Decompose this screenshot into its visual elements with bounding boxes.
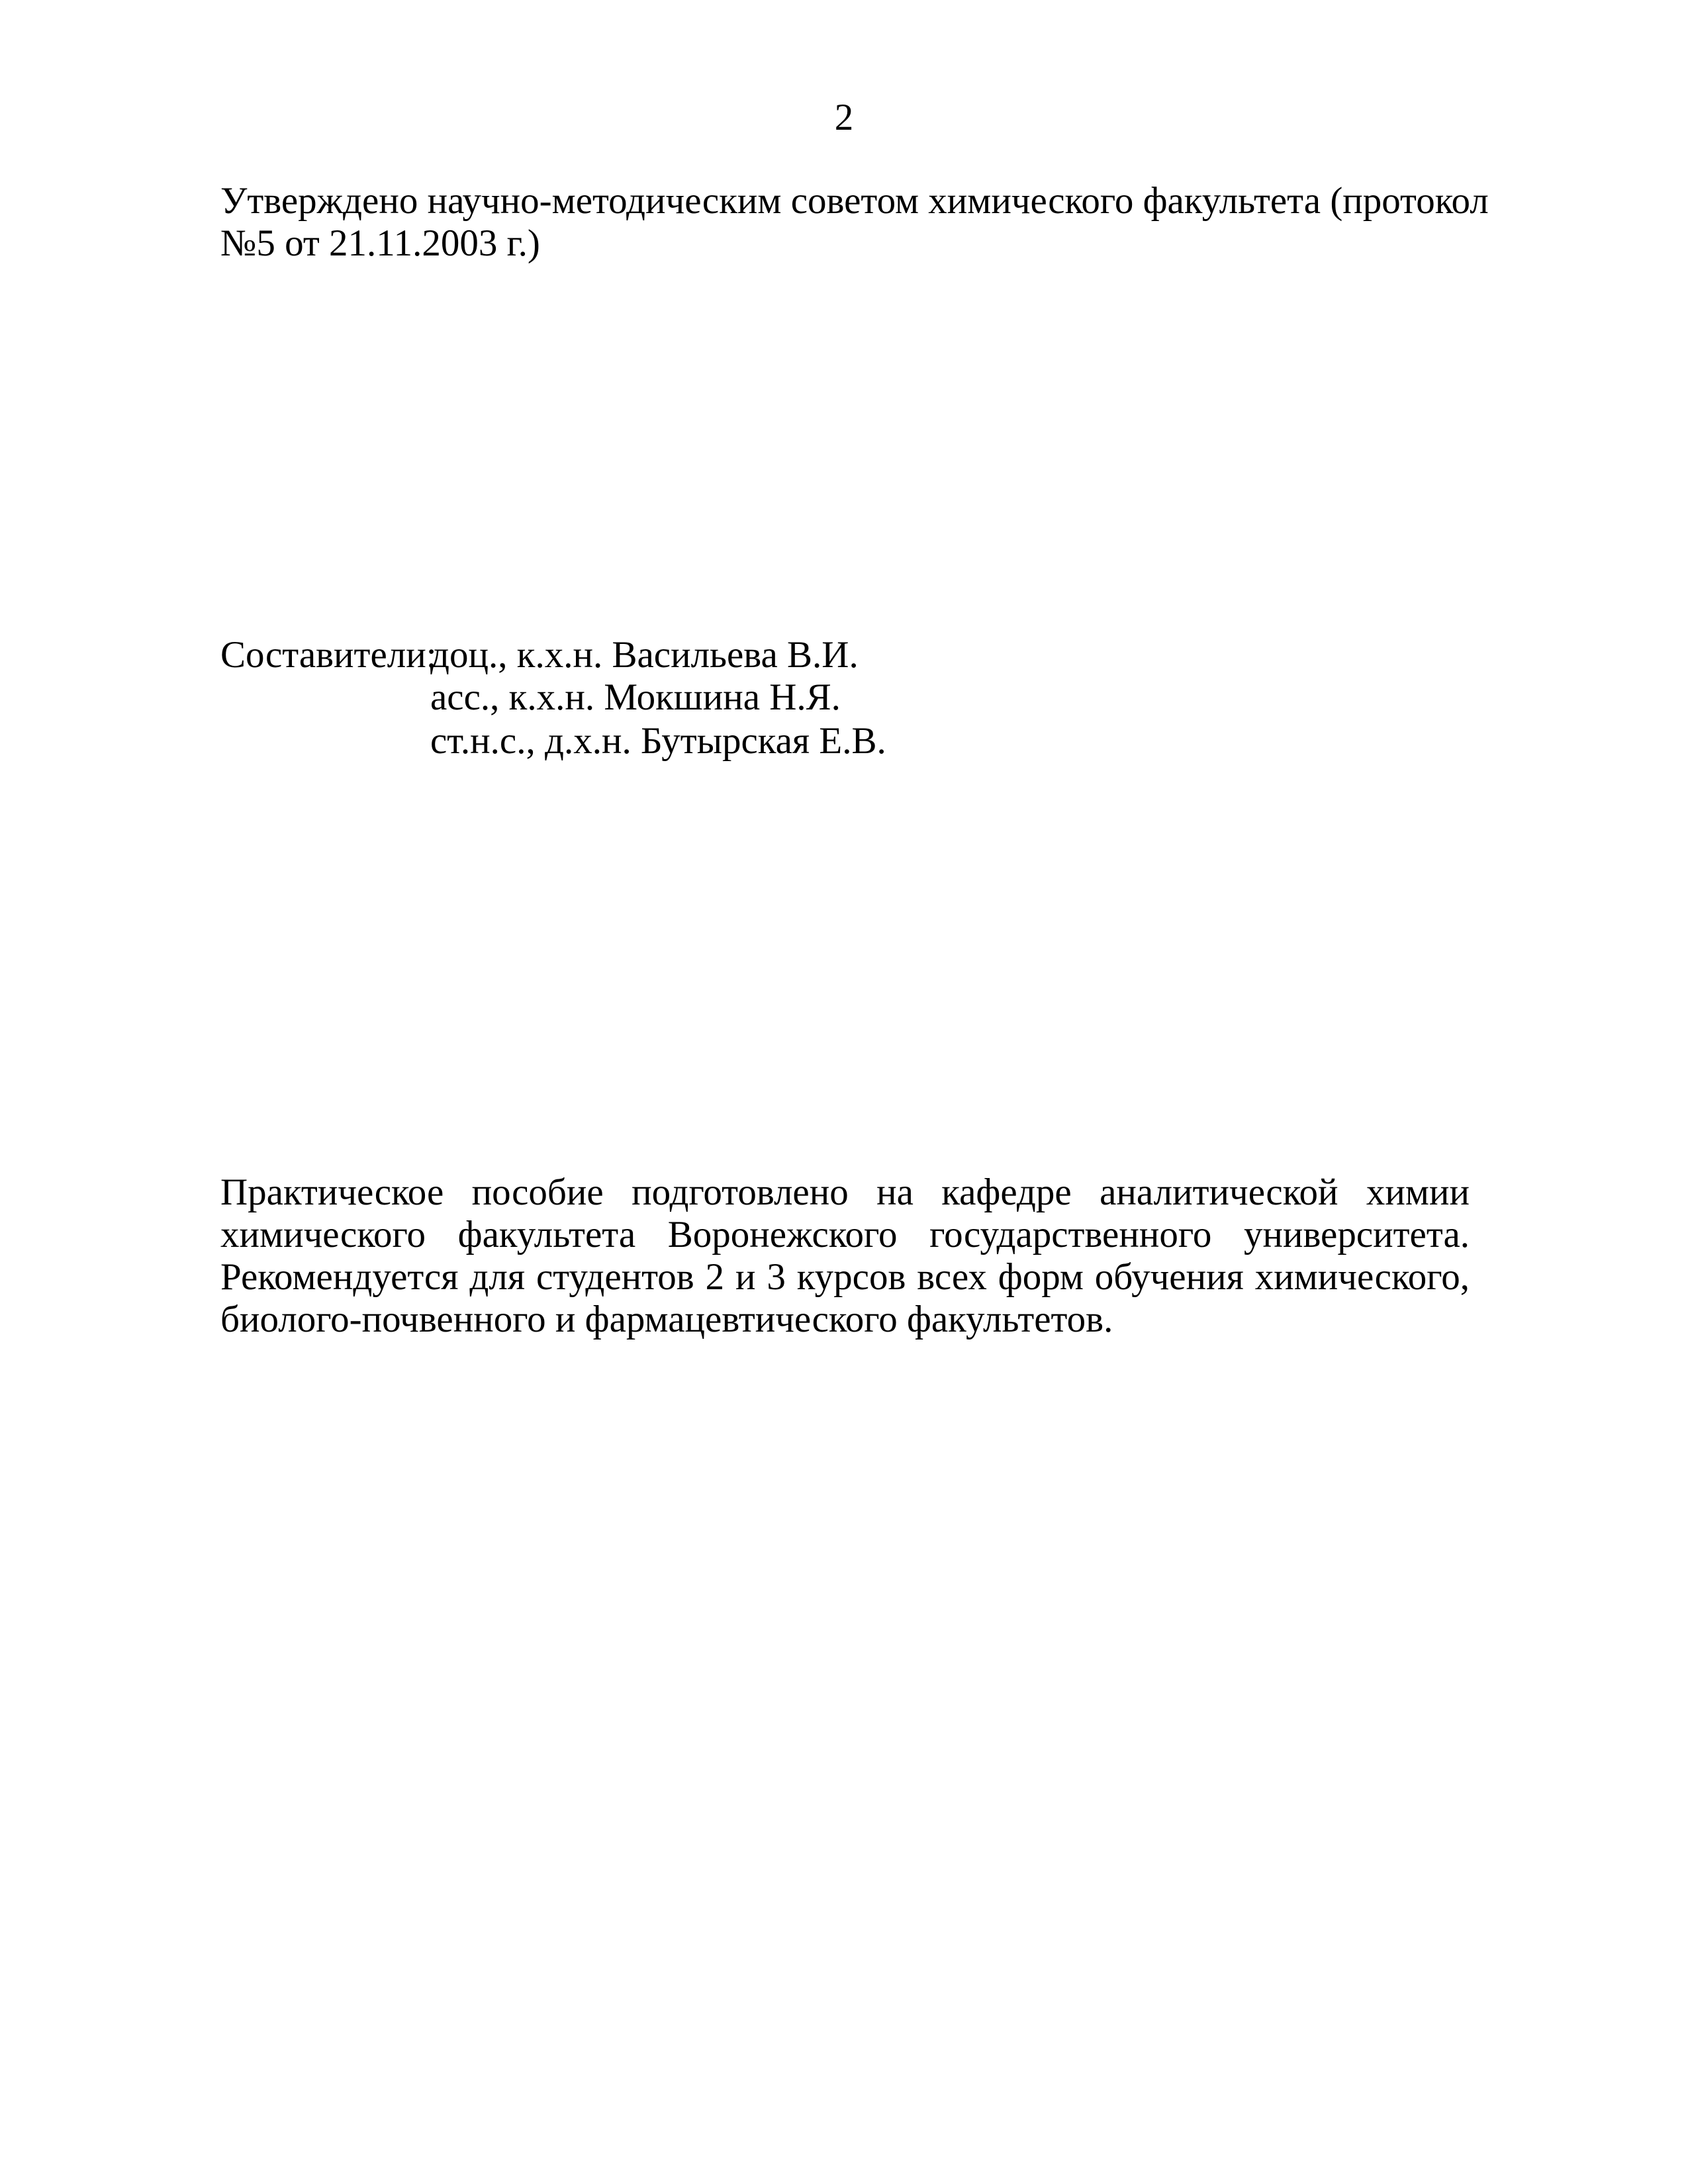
compiler-name: асс., к.х.н. Мокшина Н.Я.: [430, 676, 841, 718]
compilers-label: Составители:: [220, 634, 437, 676]
compiler-name: ст.н.с., д.х.н. Бутырская Е.В.: [430, 720, 886, 762]
description-line: химического факультета Воронежского государственного университета.: [220, 1214, 1470, 1255]
compiler-name: доц., к.х.н. Васильева В.И.: [430, 634, 859, 676]
description-line: Практическое пособие подготовлено на кафедре аналитической химии: [220, 1171, 1470, 1213]
description-line: биолого-почвенного и фармацевтического факультетов.: [220, 1298, 1113, 1340]
approval-line: №5 от 21.11.2003 г.): [220, 222, 540, 264]
page-number: 2: [834, 97, 854, 138]
approval-line: Утверждено научно-методическим советом химического факультета (протокол: [220, 180, 1489, 222]
description-line: Рекомендуется для студентов 2 и 3 курсов всех форм обучения химического,: [220, 1256, 1470, 1298]
